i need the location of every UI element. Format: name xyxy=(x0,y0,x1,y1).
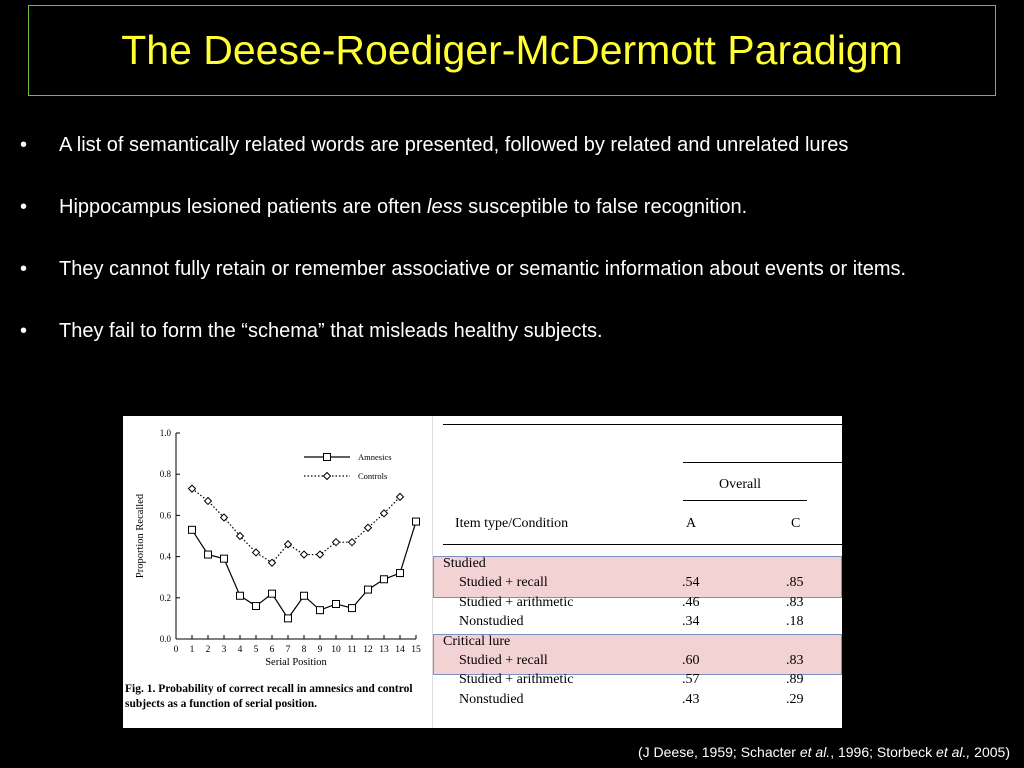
cell-a: .46 xyxy=(682,594,700,610)
citation-part: (J Deese, 1959; Schacter xyxy=(637,744,800,760)
row-group-label: Studied xyxy=(443,556,486,571)
x-tick-label: 11 xyxy=(347,645,357,655)
cell-a: .43 xyxy=(682,691,700,707)
citation-emphasis: et al. xyxy=(799,744,831,760)
row-group-label: Critical lure xyxy=(443,633,511,649)
cell-c: .85 xyxy=(786,575,804,591)
data-point xyxy=(237,592,244,599)
data-point xyxy=(301,551,308,558)
x-tick-label: 4 xyxy=(237,645,243,655)
y-axis-label: Proportion Recalled xyxy=(135,493,146,579)
data-point xyxy=(205,497,212,504)
bullet-text: They cannot fully retain or remember associative or semantic information about events or items. xyxy=(59,258,907,280)
column-header-c: C xyxy=(791,516,801,531)
data-point xyxy=(253,549,260,556)
x-tick-label: 1 xyxy=(189,645,195,655)
data-point xyxy=(301,592,308,599)
row-label: Nonstudied xyxy=(459,614,524,630)
x-tick-label: 5 xyxy=(253,645,259,655)
series-line xyxy=(192,522,416,619)
row-label: Studied + arithmetic xyxy=(459,594,574,610)
cell-c: .83 xyxy=(786,594,804,610)
data-point xyxy=(324,454,331,461)
x-tick-label: 8 xyxy=(301,645,307,655)
y-tick-label: 0.2 xyxy=(159,592,171,603)
bullet-text-pre: Hippocampus lesioned patients are often xyxy=(59,196,428,218)
figure-caption xyxy=(125,682,430,712)
data-point xyxy=(349,605,356,612)
bullet-item xyxy=(20,254,1010,285)
data-point xyxy=(221,555,228,562)
overall-header: Overall xyxy=(719,477,761,492)
cell-a: .54 xyxy=(682,575,700,591)
x-tick-label: 10 xyxy=(331,645,341,655)
y-tick-label: 1.0 xyxy=(159,428,171,438)
data-point xyxy=(381,576,388,583)
table-header-rule xyxy=(443,544,842,545)
x-tick-label: 3 xyxy=(221,645,227,655)
x-tick-label: 15 xyxy=(411,645,421,655)
data-point xyxy=(324,473,331,480)
y-tick-label: 0.0 xyxy=(159,634,171,644)
bullet-list xyxy=(20,130,1010,378)
data-point xyxy=(253,603,260,610)
y-tick-label: 0.4 xyxy=(159,551,171,562)
bullet-marker: • xyxy=(20,196,28,218)
x-tick-label: 6 xyxy=(269,645,275,655)
data-point xyxy=(413,518,420,525)
row-label: Studied + arithmetic xyxy=(459,672,574,688)
legend-label: Amnesics xyxy=(358,452,392,462)
bullet-text-post: susceptible to false recognition. xyxy=(462,196,748,218)
data-point xyxy=(285,615,292,622)
bullet-marker: • xyxy=(20,320,28,342)
data-point xyxy=(397,493,404,500)
data-point xyxy=(205,551,212,558)
data-point xyxy=(349,539,356,546)
data-point xyxy=(365,524,372,531)
column-header-a: A xyxy=(686,516,697,531)
table-overall-underline xyxy=(683,500,807,501)
citation-part: , 1996; Storbeck xyxy=(830,744,937,760)
data-point xyxy=(189,485,196,492)
row-label: Studied + recall xyxy=(459,575,548,591)
column-header-condition: Item type/Condition xyxy=(455,516,569,531)
bullet-text-emphasis: less xyxy=(427,196,463,218)
slide-title: The Deese-Roediger-McDermott Paradigm xyxy=(121,27,903,73)
x-tick-label: 13 xyxy=(379,645,389,655)
caption-lead: Fig. 1. xyxy=(125,683,156,695)
bullet-item xyxy=(20,130,1010,161)
cell-a: .57 xyxy=(682,672,700,688)
row-label: Nonstudied xyxy=(459,691,524,707)
citation-emphasis: et al., xyxy=(936,744,971,760)
x-tick-label: 0 xyxy=(173,645,179,655)
data-point xyxy=(189,526,196,533)
figure-panel xyxy=(123,416,842,728)
x-tick-label: 2 xyxy=(205,645,211,655)
data-point xyxy=(333,600,340,607)
data-point xyxy=(269,590,276,597)
citation xyxy=(638,744,1010,760)
bullet-item xyxy=(20,192,1010,223)
x-tick-label: 7 xyxy=(285,645,291,655)
cell-c: .89 xyxy=(786,672,804,688)
bullet-text: A list of semantically related words are presented, followed by related and unrelated lures xyxy=(59,134,849,156)
x-axis-label: Serial Position xyxy=(265,657,327,668)
y-tick-label: 0.8 xyxy=(159,469,171,480)
bullet-item xyxy=(20,316,1010,347)
title-box xyxy=(28,5,996,96)
x-tick-label: 12 xyxy=(363,645,373,655)
cell-a: .34 xyxy=(682,614,700,630)
y-tick-label: 0.6 xyxy=(159,510,171,521)
cell-c: .29 xyxy=(786,691,804,707)
data-point xyxy=(397,570,404,577)
recall-chart xyxy=(123,416,433,681)
bullet-marker: • xyxy=(20,258,28,280)
caption-text: Probability of correct recall in amnesics and control subjects as a function of serial position. xyxy=(125,683,413,710)
cell-c: .83 xyxy=(786,653,804,668)
bullet-marker: • xyxy=(20,134,28,156)
data-point xyxy=(365,586,372,593)
row-label: Studied + recall xyxy=(459,653,548,668)
data-point xyxy=(317,607,324,614)
legend-label: Controls xyxy=(358,471,388,481)
table-top-rule xyxy=(443,424,842,425)
cell-a: .60 xyxy=(682,653,700,668)
x-tick-label: 9 xyxy=(317,645,323,655)
cell-c: .18 xyxy=(786,614,804,630)
citation-part: 2005) xyxy=(970,744,1010,760)
table-overall-rule xyxy=(683,462,842,463)
x-tick-label: 14 xyxy=(395,645,405,655)
bullet-text: They fail to form the “schema” that misleads healthy subjects. xyxy=(59,320,603,342)
